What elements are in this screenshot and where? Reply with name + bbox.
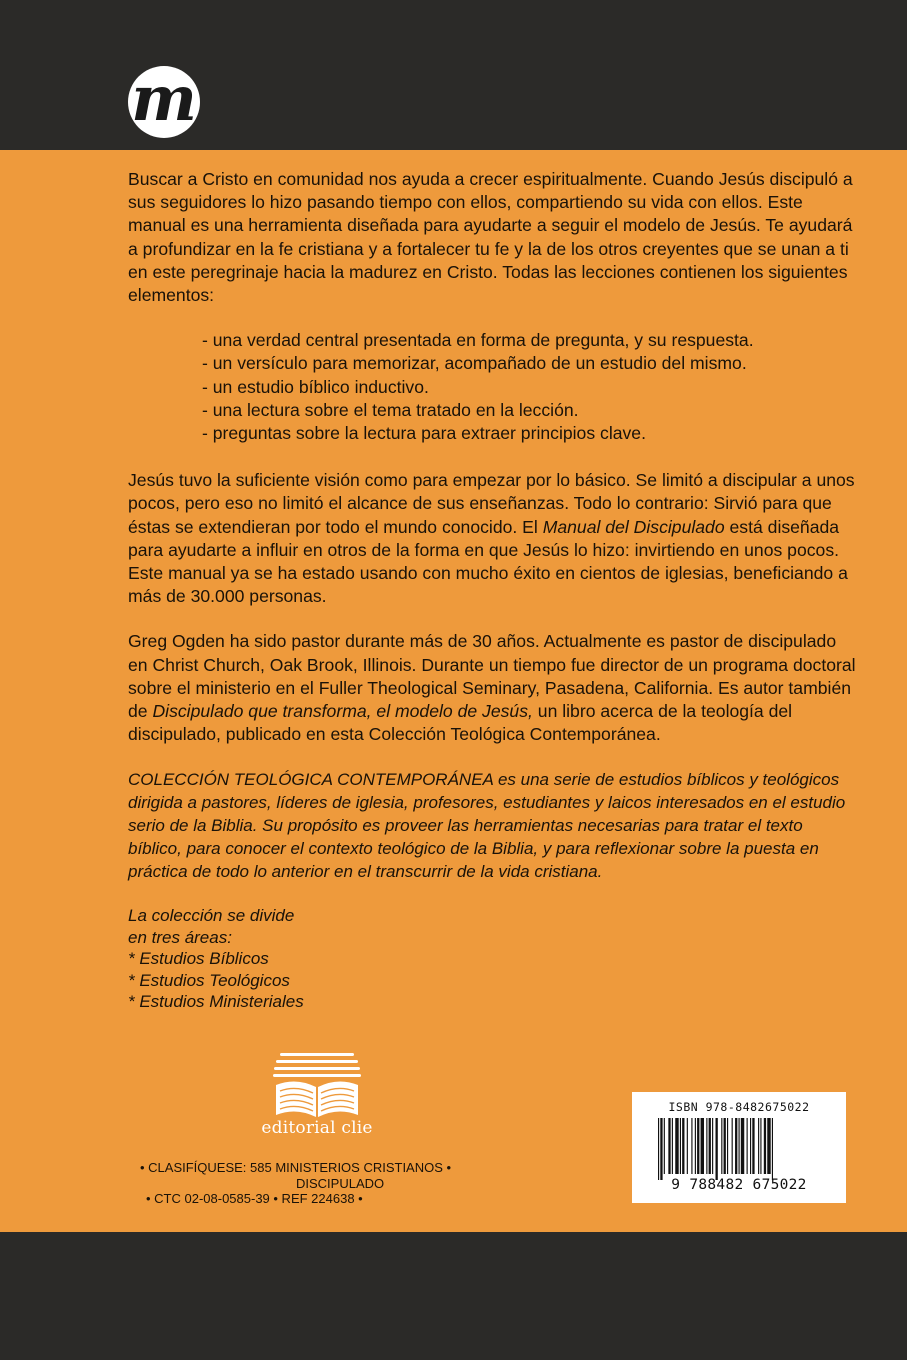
barcode-bar — [712, 1118, 713, 1174]
lesson-elements-list — [202, 329, 858, 445]
intro-paragraph: Buscar a Cristo en comunidad nos ayuda a crecer espiritualmente. Cuando Jesús discipuló a sus seguidores lo hizo pasando tiempo con ellos, compartiendo su vida con ellos. Este manual es una herramienta diseñada para ayudarte a seguir el modelo de Jesús. Te ayudará a profundizar en la fe cristiana y a fortalecer tu fe y la de los otros creyentes que se unan a ti en este peregrinaje hacia la madurez en Cristo. Todas las lecciones contienen los siguientes elementos: — [128, 169, 853, 306]
barcode-bar — [658, 1118, 659, 1180]
list-item: - preguntas sobre la lectura para extraer principios clave. — [202, 423, 646, 444]
list-item: - un versículo para memorizar, acompañado de un estudio del mismo. — [202, 353, 747, 374]
isbn-digits: 9 788482 675022 — [671, 1177, 807, 1193]
list-item: - un estudio bíblico inductivo. — [202, 376, 429, 397]
isbn-label: ISBN 978-8482675022 — [668, 1100, 810, 1114]
barcode-bar — [750, 1118, 751, 1174]
areas-line-1: La colección se divide — [128, 906, 295, 926]
barcode-bar — [687, 1118, 688, 1174]
classification-line-1: • CLASIFÍQUESE: 585 MINISTERIOS CRISTIANOS • — [140, 1160, 452, 1175]
author-text-start: Greg Ogden ha sido pastor durante más de 30 años. Actualmente es pastor de discipulado en Christ Church, Oak Brook, Illinois. Durante un tiempo fue director de un programa doctoral sobre el ministerio en el Fuller Theological Seminary, Pasadena, California. Es autor también de — [128, 631, 856, 722]
collection-areas — [128, 905, 858, 1013]
barcode-bar — [672, 1118, 673, 1174]
cover-text — [128, 168, 858, 1013]
barcode-bar — [758, 1118, 759, 1174]
barcode-bar — [660, 1118, 662, 1180]
manual-title: Manual del Discipulado — [542, 516, 725, 537]
bottom-dark-band — [0, 1232, 907, 1360]
area-item: * Estudios Bíblicos — [128, 949, 269, 969]
barcode-bar — [735, 1118, 737, 1174]
classification-line-2: DISCIPULADO — [296, 1175, 385, 1191]
classification-line-3: • CTC 02-08-0585-39 • REF 224638 • — [146, 1191, 363, 1206]
barcode-bar — [767, 1118, 770, 1174]
barcode-bar — [701, 1118, 704, 1174]
barcode-bar — [682, 1118, 684, 1174]
publisher-name: editorial clie — [261, 1118, 373, 1138]
barcode-bar — [747, 1118, 748, 1174]
barcode-bar — [752, 1118, 754, 1174]
barcode-bar — [772, 1118, 773, 1180]
barcode-bar — [724, 1118, 726, 1174]
barcode-bar — [727, 1118, 728, 1174]
area-item: * Estudios Ministeriales — [128, 992, 304, 1012]
series-logo-letter: m — [131, 62, 197, 135]
barcode-bar — [739, 1118, 740, 1174]
barcode-bar — [732, 1118, 733, 1174]
barcode-bar — [709, 1118, 711, 1174]
series-logo — [128, 62, 200, 138]
barcode-bar — [760, 1118, 761, 1174]
collection-paragraph: COLECCIÓN TEOLÓGICA CONTEMPORÁNEA es una serie de estudios bíblicos y teológicos dirigida a pastores, líderes de iglesia, profesores, estudiantes y laicos interesados en el estudio serio de la Biblia. Su propósito es proveer las herramientas necesarias para tratar el texto bíblico, para conocer el contexto teológico de la Biblia, y para reflexionar sobre la puesta en práctica de todo lo anterior en el transcurrir de la vida cristiana. — [128, 770, 846, 882]
barcode-bar — [695, 1118, 696, 1174]
classification-block — [140, 1160, 500, 1207]
barcode-bars — [656, 1118, 844, 1180]
areas-line-2: en tres áreas: — [128, 927, 232, 947]
area-item: * Estudios Teológicos — [128, 970, 290, 990]
author-text-end: un libro acerca de la teología del discipulado, publicado en esta Colección Teológica Contemporánea. — [128, 701, 793, 745]
barcode-bar — [764, 1118, 766, 1174]
barcode-bar — [741, 1118, 744, 1174]
barcode-bar — [691, 1118, 692, 1174]
barcode-bar — [716, 1118, 718, 1180]
barcode-bar — [697, 1118, 699, 1174]
barcode-bar — [668, 1118, 670, 1174]
list-item: - una verdad central presentada en forma de pregunta, y su respuesta. — [202, 330, 754, 351]
author-paragraph — [128, 630, 858, 746]
barcode-bar — [706, 1118, 707, 1174]
barcode-bar — [721, 1118, 722, 1174]
vision-paragraph — [128, 469, 858, 608]
barcode-bar — [680, 1118, 681, 1174]
barcode-bar — [675, 1118, 678, 1174]
barcode-bar — [664, 1118, 665, 1174]
other-book-title: Discipulado que transforma, el modelo de Jesús, — [152, 701, 533, 722]
vision-text-end: está diseñada para ayudarte a influir en otros de la forma en que Jesús lo hizo: invirtiendo en unos pocos. Este manual ya se ha estado usando con mucho éxito en cientos de iglesias, beneficiando a más de 30.000 personas. — [128, 516, 848, 607]
isbn-barcode — [632, 1092, 846, 1203]
list-item: - una lectura sobre el tema tratado en la lección. — [202, 399, 579, 420]
vision-text-start: Jesús tuvo la suficiente visión como para empezar por lo básico. Se limitó a discipular a unos pocos, pero eso no limitó el alcance de sus enseñanzas. Todo lo contrario: Sirvió para que éstas se extendieran por todo el mundo conocido. El — [128, 470, 855, 537]
